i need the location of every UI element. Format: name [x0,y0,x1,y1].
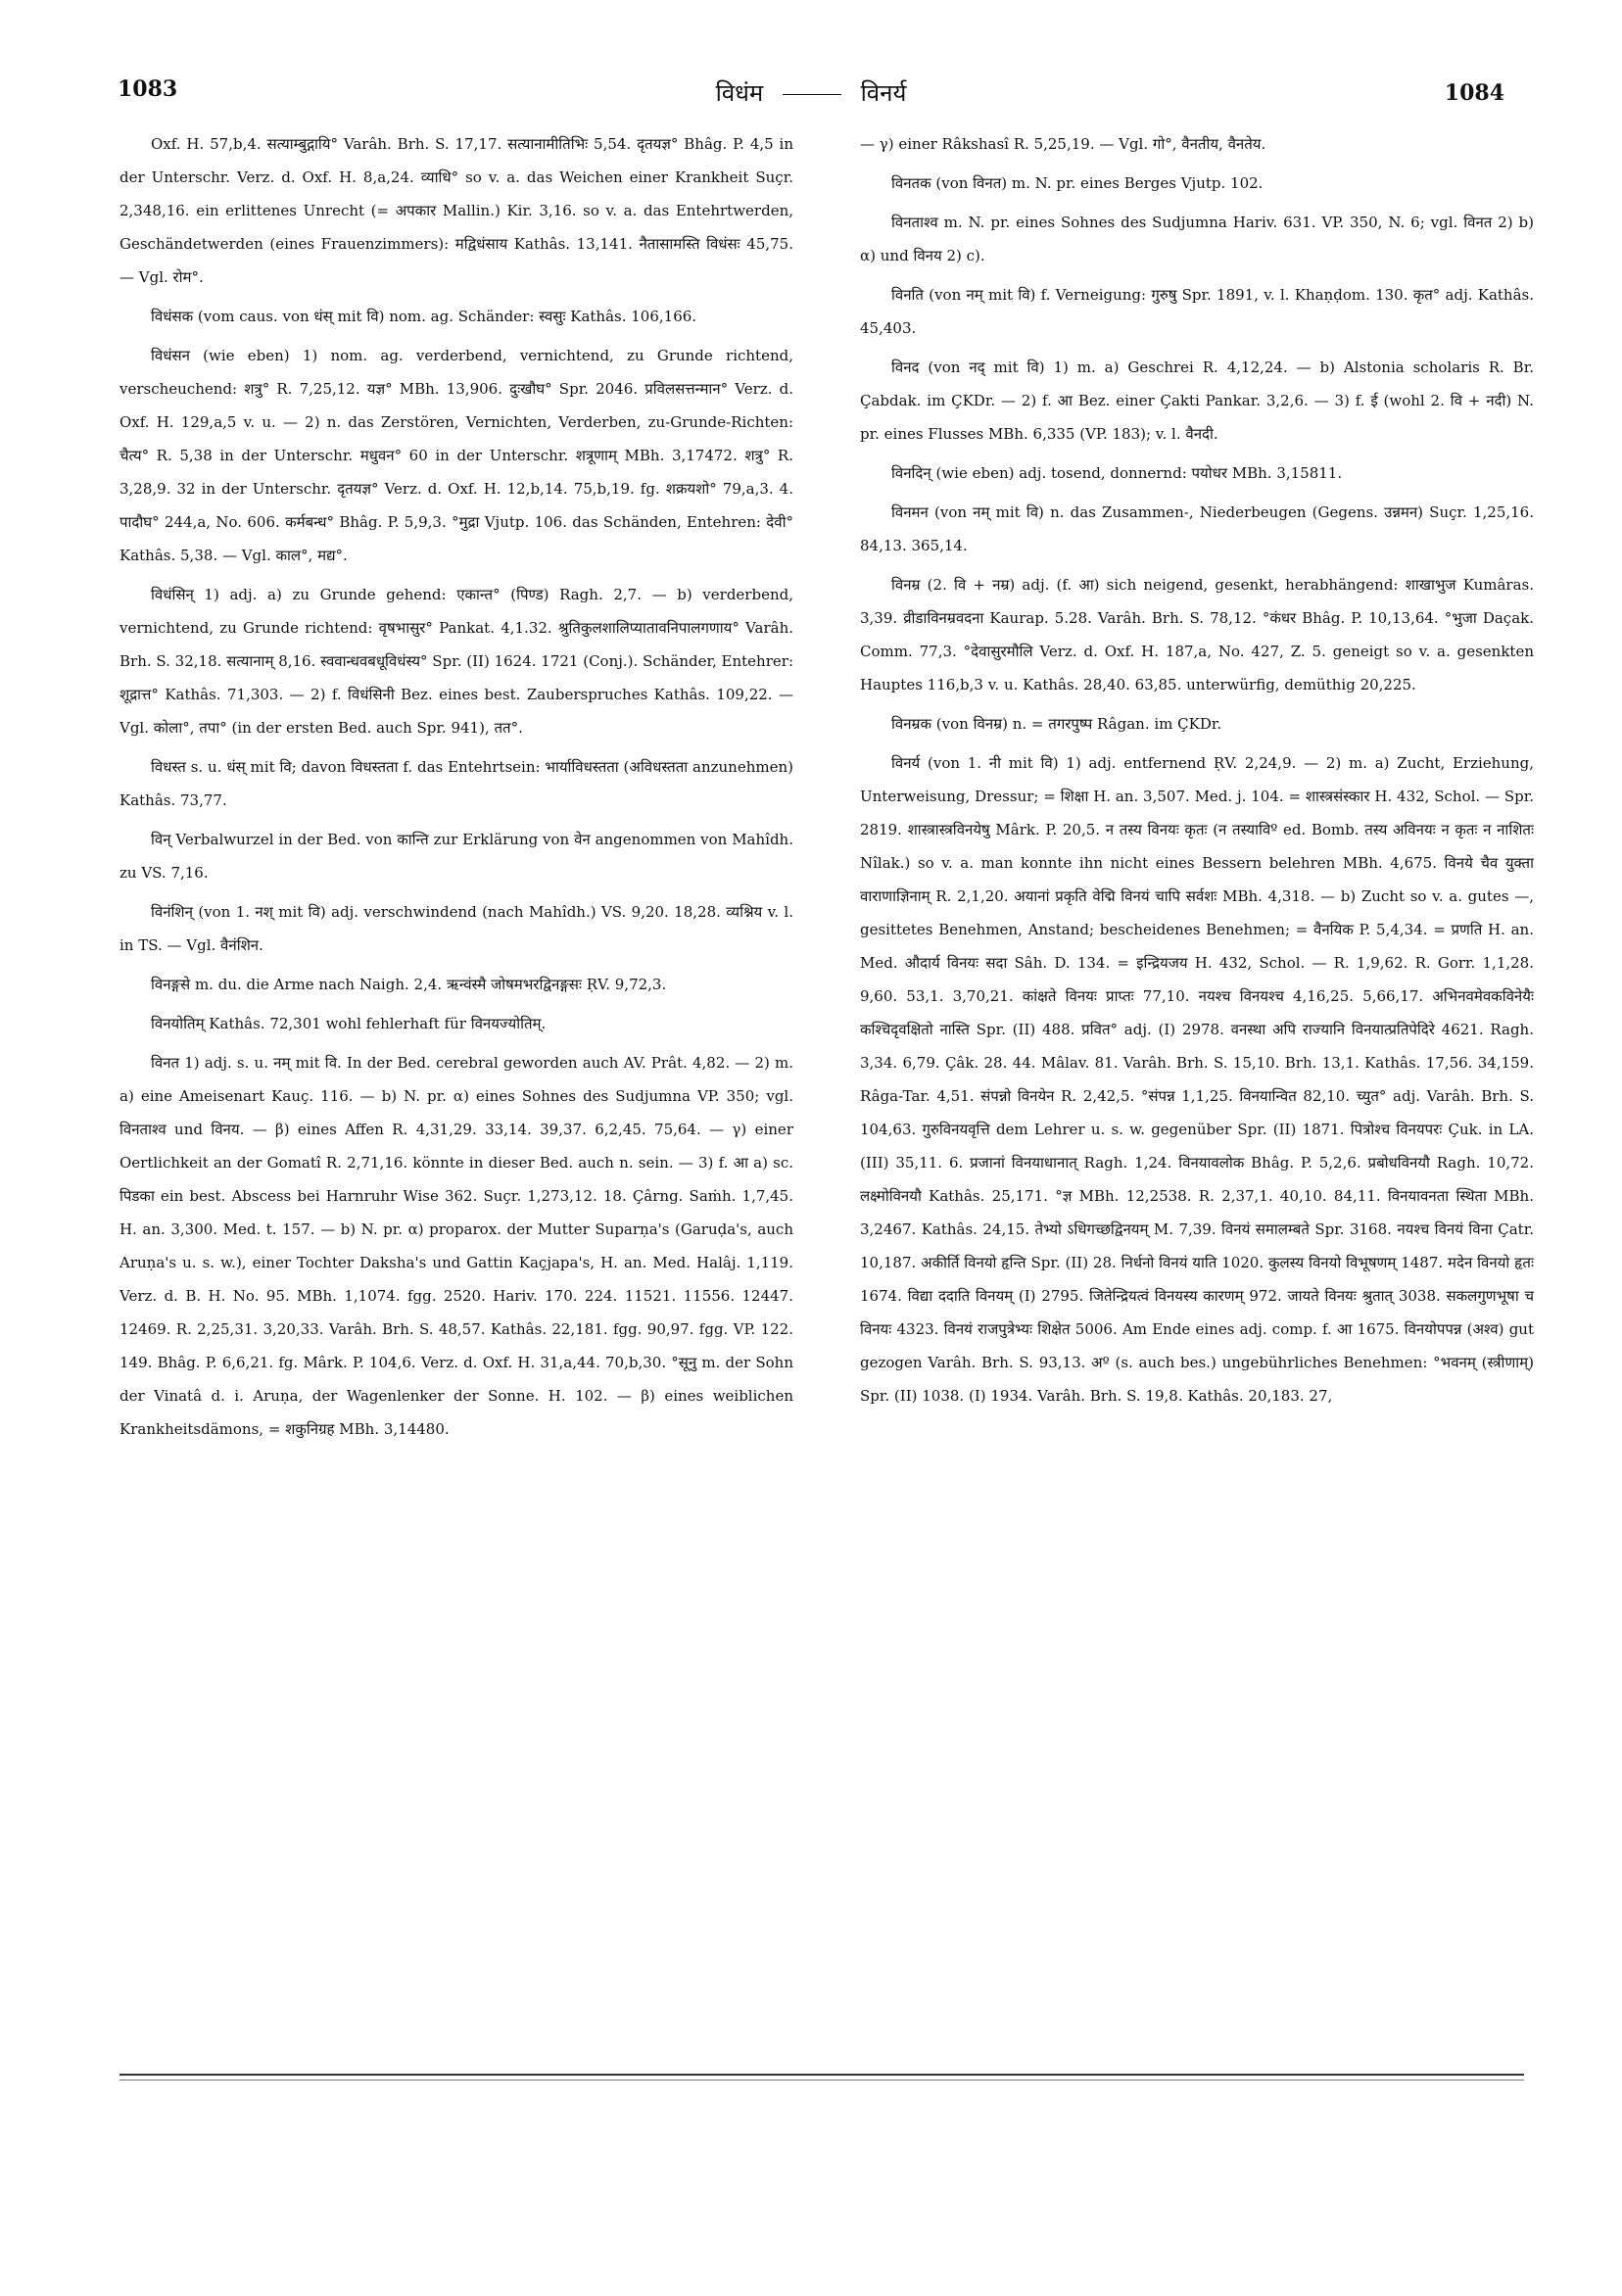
bottom-rule-thin [119,2080,1524,2081]
dictionary-entry: विनंशिन् (von 1. नश् mit वि) adj. verschwindend (nach Mahîdh.) VS. 9,20. 18,28. व्यश्निय v. l. in TS. — Vgl. वैनंशिन. [119,903,793,954]
dictionary-entry: विधंसिन् 1) adj. a) zu Grunde gehend: एकान्त° (पिण्ड) Ragh. 2,7. — b) verderbend, vernichtend, zu Grunde richtend: वृषभासुर° Pankat. 4,1.32. श्रुतिकुलशालिप्यातावनिपालगणाय° Varâh. Brh. S. 32,18. सत्यानाम् 8,16. स्ववान्धवबधूविधंस्य° Spr. (II) 1624. 1721 (Conj.). Schänder, Entehrer: शूद्रात्त° Kathâs. 71,303. — 2) f. विधंसिनी Bez. eines best. Zauberspruches Kathâs. 109,22. — Vgl. कोला°, तपा° (in der ersten Bed. auch Spr. 941), तत°. [119,586,793,737]
running-head-first-word: विधंम [715,79,764,107]
dictionary-entry: विनताश्व m. N. pr. eines Sohnes des Sudjumna Hariv. 631. VP. 350, N. 6; vgl. विनत 2) b) α) und विनय 2) c). [860,214,1534,264]
dictionary-entry: Oxf. H. 57,b,4. सत्याम्बुद्गायि° Varâh. Brh. S. 17,17. सत्यानामीतिभिः 5,54. दृतयज्ञ° Bhâg. P. 4,5 in der Unterschr. Verz. d. Oxf. H. 8,a,24. व्याधि° so v. a. das Weichen einer Krankheit Suçr. 2,348,16. ein erlittenes Unrecht (= अपकार Mallin.) Kir. 3,16. so v. a. das Entehrtwerden, Geschändetwerden (eines Frauenzimmers): मद्विधंसाय Kathâs. 13,141. नैतासामस्ति विधंसः 45,75. — Vgl. रोम°. [119,135,793,286]
running-head-dash [783,94,841,95]
dictionary-entry: विनम्रक (von विनम्र) n. = तगरपुष्प Râgan. im ÇKDr. [891,715,1222,733]
running-head [118,76,1504,109]
dictionary-entry: विनयोतिम् Kathâs. 72,301 wohl fehlerhaft für विनयज्योतिम्. [151,1015,547,1032]
dictionary-entry: विनर्य (von 1. नी mit वि) 1) adj. entfernend ṚV. 2,24,9. — 2) m. a) Zucht, Erziehung, Unterweisung, Dressur; = शिक्षा H. an. 3,507. Med. j. 104. = शास्त्रसंस्कार H. 432, Schol. — Spr. 2819. शास्त्रास्त्रविनयेषु Mârk. P. 20,5. न तस्य विनयः कृतः (न तस्याविº ed. Bomb. तस्य अविनयः न कृतः न नाशितः Nîlak.) so v. a. man konnte ihn nicht eines Bessern belehren MBh. 4,675. विनये चैव युक्ता वाराणाज्ञिनाम् R. 2,1,20. अयानां प्रकृति वेद्मि विनयं चापि सर्वशः MBh. 4,318. — b) Zucht so v. a. gutes —, gesittetes Benehmen, Anstand; bescheidenes Benehmen; = वैनयिक P. 5,4,34. = प्रणति H. an. Med. औदार्य विनयः सदा Sâh. D. 134. = इन्द्रियजय H. 432, Schol. — R. 1,9,62. R. Gorr. 1,1,28. 9,60. 53,1. 3,70,21. कांक्षते विनयः प्राप्तः 77,10. नयश्च विनयश्च 4,16,25. 5,66,17. अभिनवमेवकविनेयैः कश्चिदृवक्षितो नास्ति Spr. (II) 488. प्रवित° adj. (I) 2978. वनस्था अपि राज्यानि विनयात्प्रतिपेदिरे 4621. Ragh. 3,34. 6,79. Çâk. 28. 44. Mâlav. 81. Varâh. Brh. S. 15,10. Brh. 13,1. Kathâs. 17,56. 34,159. Râga-Tar. 4,51. संपन्नो विनयेन R. 2,42,5. °संपन्न 1,1,25. विनयान्वित 82,10. च्युत° adj. Varâh. Brh. S. 104,63. गुरुविनयवृत्ति dem Lehrer u. s. w. gegenüber Spr. (II) 1871. पित्रोश्च विनयपरः Çuk. in LA. (III) 35,11. 6. प्रजानां विनयाधानात् Ragh. 1,24. विनयावलोक Bhâg. P. 5,2,6. प्रबोधविनयौ Ragh. 10,72. लक्ष्मोविनयौ Kathâs. 25,171. °ज्ञ MBh. 12,2538. R. 2,37,1. 40,10. 84,11. विनयावनता स्थिता MBh. 3,2467. Kathâs. 24,15. तेभ्यो ऽधिगच्छद्विनयम् M. 7,39. विनयं समालम्बते Spr. 3168. नयश्च विनयं विना Çatr. 10,187. अकीर्ति विनयो हृन्ति Spr. (II) 28. निर्धनो विनयं याति 1020. कुलस्य विनयो विभूषणम् 1487. मदेन विनयो हृतः 1674. विद्या ददाति विनयम् (I) 2795. जितेन्द्रियत्वं विनयस्य कारणम् 972. जायते विनयः श्रुतात् 3038. सकलगुणभूषा च विनयः 4323. विनयं राजपुत्रेभ्यः शिक्षेत 5006. Am Ende eines adj. comp. f. आ 1675. विनयोपपन्न (अश्व) gut gezogen Varâh. Brh. S. 93,13. अº (s. auch bes.) ungebührliches Benehmen: °भवनम् (स्त्रीणाम्) Spr. (II) 1038. (I) 1934. Varâh. Brh. S. 19,8. Kathâs. 20,183. 27, [860,754,1534,1405]
dictionary-entry: विनदिन् (wie eben) adj. tosend, donnernd: पयोधर MBh. 3,15811. [891,464,1343,482]
dictionary-entry: विनमन (von नम् mit वि) n. das Zusammen-, Niederbeugen (Gegens. उन्नमन) Suçr. 1,25,16. 84,13. 365,14. [860,503,1534,554]
dictionary-entry: — γ) einer Râkshasî R. 5,25,19. — Vgl. गो°, वैनतीय, वैनतेय. [860,135,1266,153]
dictionary-entry: विनति (von नम् mit वि) f. Verneigung: गुरुषु Spr. 1891, v. l. Khaṇḍom. 130. कृत° adj. Kathâs. 45,403. [860,286,1534,337]
page-header [118,76,1504,116]
dictionary-entry: विनङ्गसे m. du. die Arme nach Naigh. 2,4. ऋन्वंस्मै जोषमभरद्विनङ्गसः ṚV. 9,72,3. [151,976,667,993]
dictionary-entry: विनत 1) adj. s. u. नम् mit वि. In der Bed. cerebral geworden auch AV. Prât. 4,82. — 2) m. a) eine Ameisenart Kauç. 116. — b) N. pr. α) eines Sohnes des Sudjumna VP. 350; vgl. विनताश्व und विनय. — β) eines Affen R. 4,31,29. 33,14. 39,37. 6,2,45. 75,64. — γ) einer Oertlichkeit an der Gomatî R. 2,71,16. könnte in dieser Bed. auch n. sein. — 3) f. आ a) sc. पिडका ein best. Abscess bei Harnruhr Wise 362. Suçr. 1,273,12. 18. Çârng. Saṁh. 1,7,45. H. an. 3,300. Med. t. 157. — b) N. pr. α) proparox. der Mutter Suparṇa's (Garuḍa's, auch Aruṇa's u. s. w.), einer Tochter Daksha's und Gattin Kaçjapa's, H. an. Med. Halâj. 1,119. Verz. d. B. H. No. 95. MBh. 1,1074. fgg. 2520. Hariv. 170. 224. 11521. 11556. 12447. 12469. R. 2,25,31. 3,20,33. Varâh. Brh. S. 48,57. Kathâs. 22,181. fgg. 90,97. fgg. VP. 122. 149. Bhâg. P. 6,6,21. fg. Mârk. P. 104,6. Verz. d. Oxf. H. 31,a,44. 70,b,30. °सूनु m. der Sohn der Vinatâ d. i. Aruṇa, der Wagenlenker der Sonne. H. 102. — β) eines weiblichen Krankheitsdämons, = शकुनिग्रह MBh. 3,14480. [119,1054,793,1438]
page-number-left: 1083 [118,76,178,102]
running-head-last-word: विनर्य [860,79,907,107]
dictionary-entry: विधंसन (wie eben) 1) nom. ag. verderbend, vernichtend, zu Grunde richtend, verscheuchend: शत्रु° R. 7,25,12. यज्ञ° MBh. 13,906. दुःखौघ° Spr. 2046. प्रविलसत्तन्मान° Verz. d. Oxf. H. 129,a,5 v. u. — 2) n. das Zerstören, Vernichten, Verderben, zu-Grunde-Richten: चैत्य° R. 5,38 in der Unterschr. मधुवन° 60 in der Unterschr. शत्रूणाम् MBh. 3,17472. शत्रु° R. 3,28,9. 32 in der Unterschr. दृतयज्ञ° Verz. d. Oxf. H. 12,b,14. 75,b,19. fg. शक्रयशो° 79,a,3. 4. पादौघ° 244,a, No. 606. कर्मबन्ध° Bhâg. P. 5,9,3. °मुद्रा Vjutp. 106. das Schänden, Entehren: देवी° Kathâs. 5,38. — Vgl. काल°, मद्य°. [119,347,793,564]
dictionary-entry: विनम्र (2. वि + नम्र) adj. (f. आ) sich neigend, gesenkt, herabhängend: शाखाभुज Kumâras. 3,39. व्रीडाविनम्रवदना Kaurap. 5.28. Varâh. Brh. S. 78,12. °कंधर Bhâg. P. 10,13,64. °भुजा Daçak. Comm. 77,3. °देवासुरमौलि Verz. d. Oxf. H. 187,a, No. 427, Z. 5. geneigt so v. a. gesenkten Hauptes 116,b,3 v. u. Kathâs. 28,40. 63,85. unterwürfig, demüthig 20,225. [860,576,1534,694]
page-number-right: 1084 [1444,80,1504,106]
right-column [860,127,1534,1998]
dictionary-entry: विन् Verbalwurzel in der Bed. von कान्ति zur Erklärung von वेन angenommen von Mahîdh. zu VS. 7,16. [119,831,793,882]
dictionary-entry: विनद (von नद् mit वि) 1) m. a) Geschrei R. 4,12,24. — b) Alstonia scholaris R. Br. Çabdak. im ÇKDr. — 2) f. आ Bez. einer Çakti Pankar. 3,2,6. — 3) f. ई (wohl 2. वि + नदी) N. pr. eines Flusses MBh. 6,335 (VP. 183); v. l. वैनदी. [860,359,1534,443]
dictionary-entry: विनतक (von विनत) m. N. pr. eines Berges Vjutp. 102. [891,174,1264,192]
dictionary-entry: विधंसक (vom caus. von धंस् mit वि) nom. ag. Schänder: स्वसुः Kathâs. 106,166. [151,308,697,325]
left-column [119,127,793,1998]
bottom-rule [119,2074,1524,2076]
dictionary-entry: विधस्त s. u. धंस् mit वि; davon विधस्तता f. das Entehrtsein: भार्याविधस्तता (अविधस्तता anzunehmen) Kathâs. 73,77. [119,758,793,809]
